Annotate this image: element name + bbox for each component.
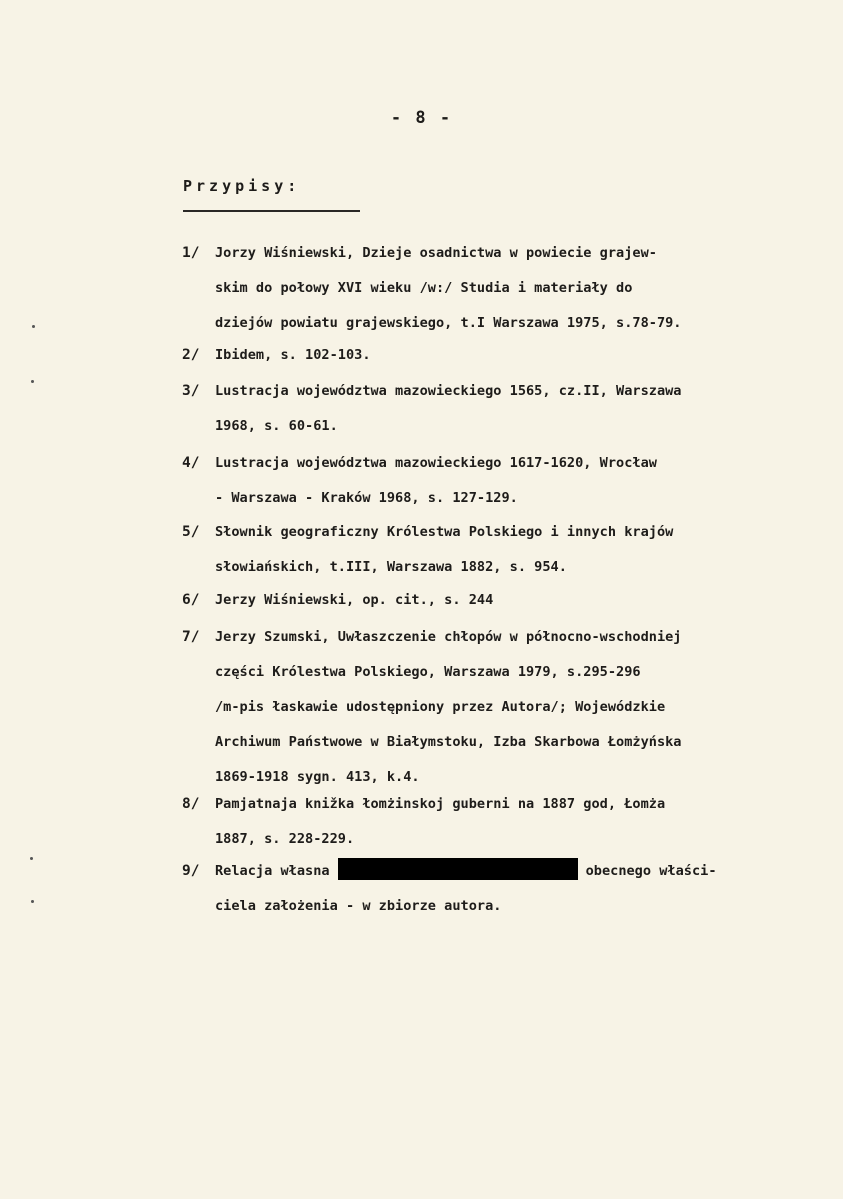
redaction-bar [338,858,578,880]
footnote-line: skim do połowy XVI wieku /w:/ Studia i materiały do [215,280,633,296]
footnote-line: dziejów powiatu grajewskiego, t.I Warszawa 1975, s.78-79. [215,315,682,331]
footnote-line: części Królestwa Polskiego, Warszawa 1979, s.295-296 [215,664,641,680]
footnote-text-line2: ciela założenia - w zbiorze autora. [215,898,502,914]
footnote-text-before: Relacja własna [215,863,330,879]
footnote-text [215,236,820,341]
margin-dot [30,857,33,860]
footnote-number: 7/ [182,629,200,645]
page-number: - 8 - [390,108,453,128]
footnote-line: Jorzy Wiśniewski, Dzieje osadnictwa w powiecie grajew- [215,245,657,261]
footnote-line: 1968, s. 60-61. [215,418,338,434]
footnote-line: Lustracja województwa mazowieckiego 1565, cz.II, Warszawa [215,383,682,399]
footnote-text [215,787,820,857]
margin-dot [32,325,35,328]
footnote-number: 9/ [182,863,200,879]
footnote-line: 1887, s. 228-229. [215,831,355,847]
footnote-text [215,854,820,924]
footnote-line: 1869-1918 sygn. 413, k.4. [215,769,420,785]
footnote-line: Słownik geograficzny Królestwa Polskiego i innych krajów [215,524,674,540]
footnote-number: 6/ [182,592,200,608]
footnote-text-after: obecnego właści- [585,863,717,879]
heading-underline [183,210,360,212]
footnote-text [215,515,820,585]
footnote-line: - Warszawa - Kraków 1968, s. 127-129. [215,490,518,506]
footnote-number: 3/ [182,383,200,399]
footnote-text [215,620,820,795]
footnote-line: Ibidem, s. 102-103. [215,347,371,363]
footnote-number: 1/ [182,245,200,261]
footnote-line: słowiańskich, t.III, Warszawa 1882, s. 954. [215,559,567,575]
footnote-text [215,446,820,516]
margin-dot [31,380,34,383]
footnote-line: Pamjatnaja knižka łomżinskoj guberni na 1887 god, Łomża [215,796,666,812]
footnotes-heading: Przypisy: [183,177,301,195]
footnote-number: 8/ [182,796,200,812]
footnote-text [215,583,820,618]
footnote-text [215,374,820,444]
footnote-number: 5/ [182,524,200,540]
margin-dot [31,900,34,903]
footnote-text [215,338,820,373]
footnote-number: 2/ [182,347,200,363]
footnote-line: Archiwum Państwowe w Białymstoku, Izba Skarbowa Łomżyńska [215,734,682,750]
footnote-line: Jerzy Szumski, Uwłaszczenie chłopów w północno-wschodniej [215,629,682,645]
footnote-line: /m-pis łaskawie udostępniony przez Autora/; Wojewódzkie [215,699,666,715]
footnote-number: 4/ [182,455,200,471]
footnote-line: Jerzy Wiśniewski, op. cit., s. 244 [215,592,494,608]
footnote-line: Lustracja województwa mazowieckiego 1617-1620, Wrocław [215,455,657,471]
